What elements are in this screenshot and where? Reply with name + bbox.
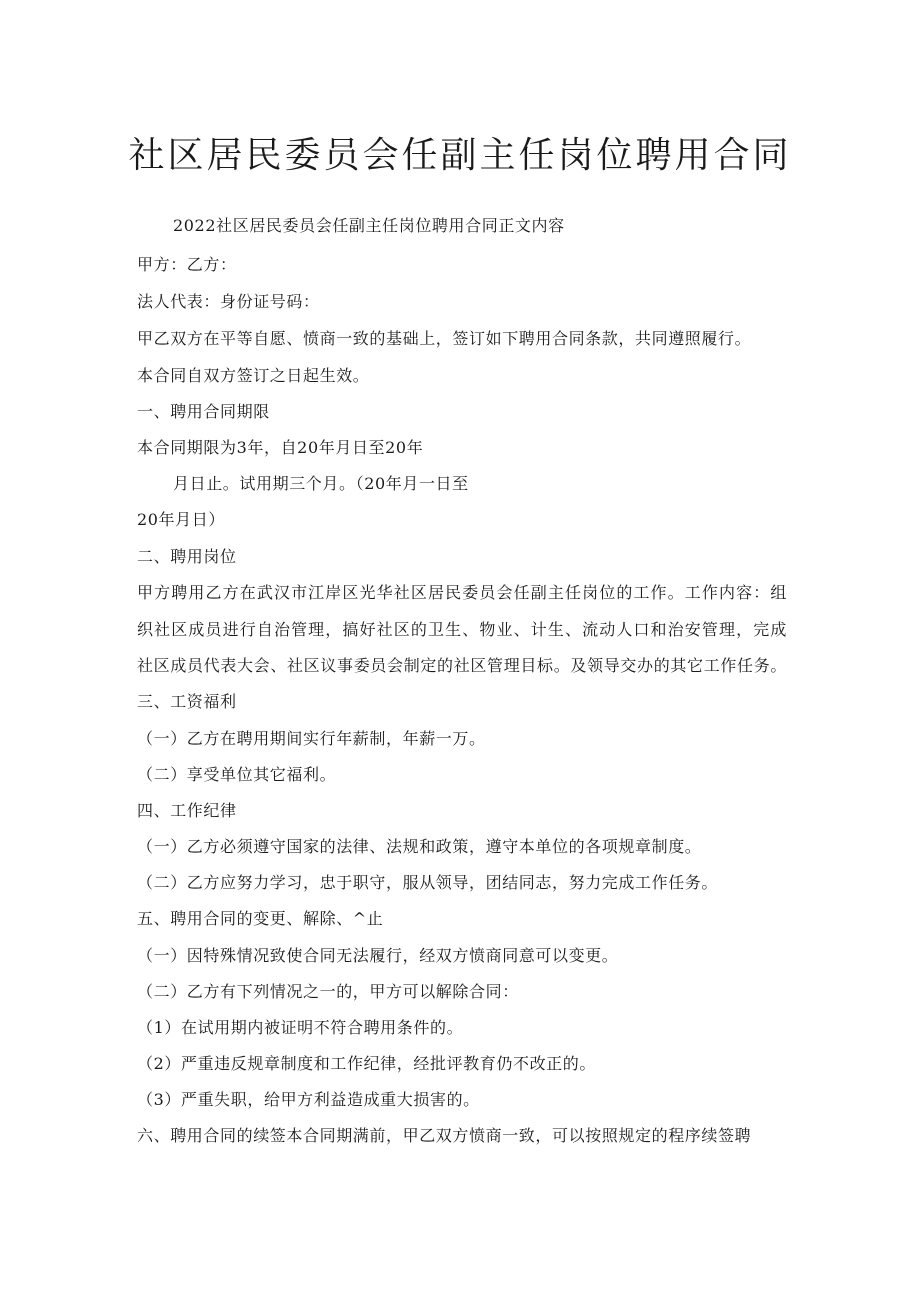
body-line: 本合同自双方签订之日起生效。 <box>137 366 370 385</box>
body-line: 甲方聘用乙方在武汉市江岸区光华社区居民委员会任副主任岗位的工作。工作内容：组 <box>137 583 787 602</box>
clause-line: （3）严重失职，给甲方利益造成重大损害的。 <box>137 1090 480 1109</box>
section-heading: 五、聘用合同的变更、解除、^止 <box>137 909 384 928</box>
clause-line: （2）严重违反规章制度和工作纪律，经批评教育仍不改正的。 <box>137 1054 596 1073</box>
section-heading: 四、工作纪律 <box>137 801 237 820</box>
body-line: 20年月日） <box>137 510 225 529</box>
body-line: 本合同期限为3年，自20年月日至20年 <box>137 438 424 457</box>
clause-line: （一）乙方在聘用期间实行年薪制，年薪一万。 <box>137 729 486 748</box>
clause-line: （二）乙方应努力学习，忠于职守，服从领导，团结同志，努力完成工作任务。 <box>137 873 719 892</box>
section-heading: 二、聘用岗位 <box>137 547 237 566</box>
body-line: 织社区成员进行自治管理，搞好社区的卫生、物业、计生、流动人口和治安管理，完成 <box>137 620 787 639</box>
clause-line: （一）乙方必须遵守国家的法律、法规和政策，遵守本单位的各项规章制度。 <box>137 837 702 856</box>
clause-line: （一）因特殊情况致使合同无法履行，经双方愤商同意可以变更。 <box>137 946 619 965</box>
subtitle-line: 2022社区居民委员会任副主任岗位聘用合同正文内容 <box>173 216 565 235</box>
section-heading: 六、聘用合同的续签本合同期满前，甲乙双方愤商一致，可以按照规定的程序续签聘 <box>137 1126 752 1145</box>
body-line: 社区成员代表大会、社区议事委员会制定的社区管理目标。及领导交办的其它工作任务。 <box>137 656 787 675</box>
party-line: 甲方：乙方： <box>137 255 237 274</box>
representative-line: 法人代表：身份证号码： <box>137 292 320 311</box>
body-line: 甲乙双方在平等自愿、愤商一致的基础上，签订如下聘用合同条款，共同遵照履行。 <box>137 329 752 348</box>
body-line: 月日止。试用期三个月。（20年月一日至 <box>173 474 469 493</box>
clause-line: （二）享受单位其它福利。 <box>137 765 337 784</box>
document-title: 社区居民委员会任副主任岗位聘用合同 <box>128 135 792 176</box>
clause-line: （二）乙方有下列情况之一的，甲方可以解除合同： <box>137 982 519 1001</box>
section-heading: 三、工资福利 <box>137 692 237 711</box>
clause-line: （1）在试用期内被证明不符合聘用条件的。 <box>137 1018 464 1037</box>
section-heading: 一、聘用合同期限 <box>137 402 270 421</box>
